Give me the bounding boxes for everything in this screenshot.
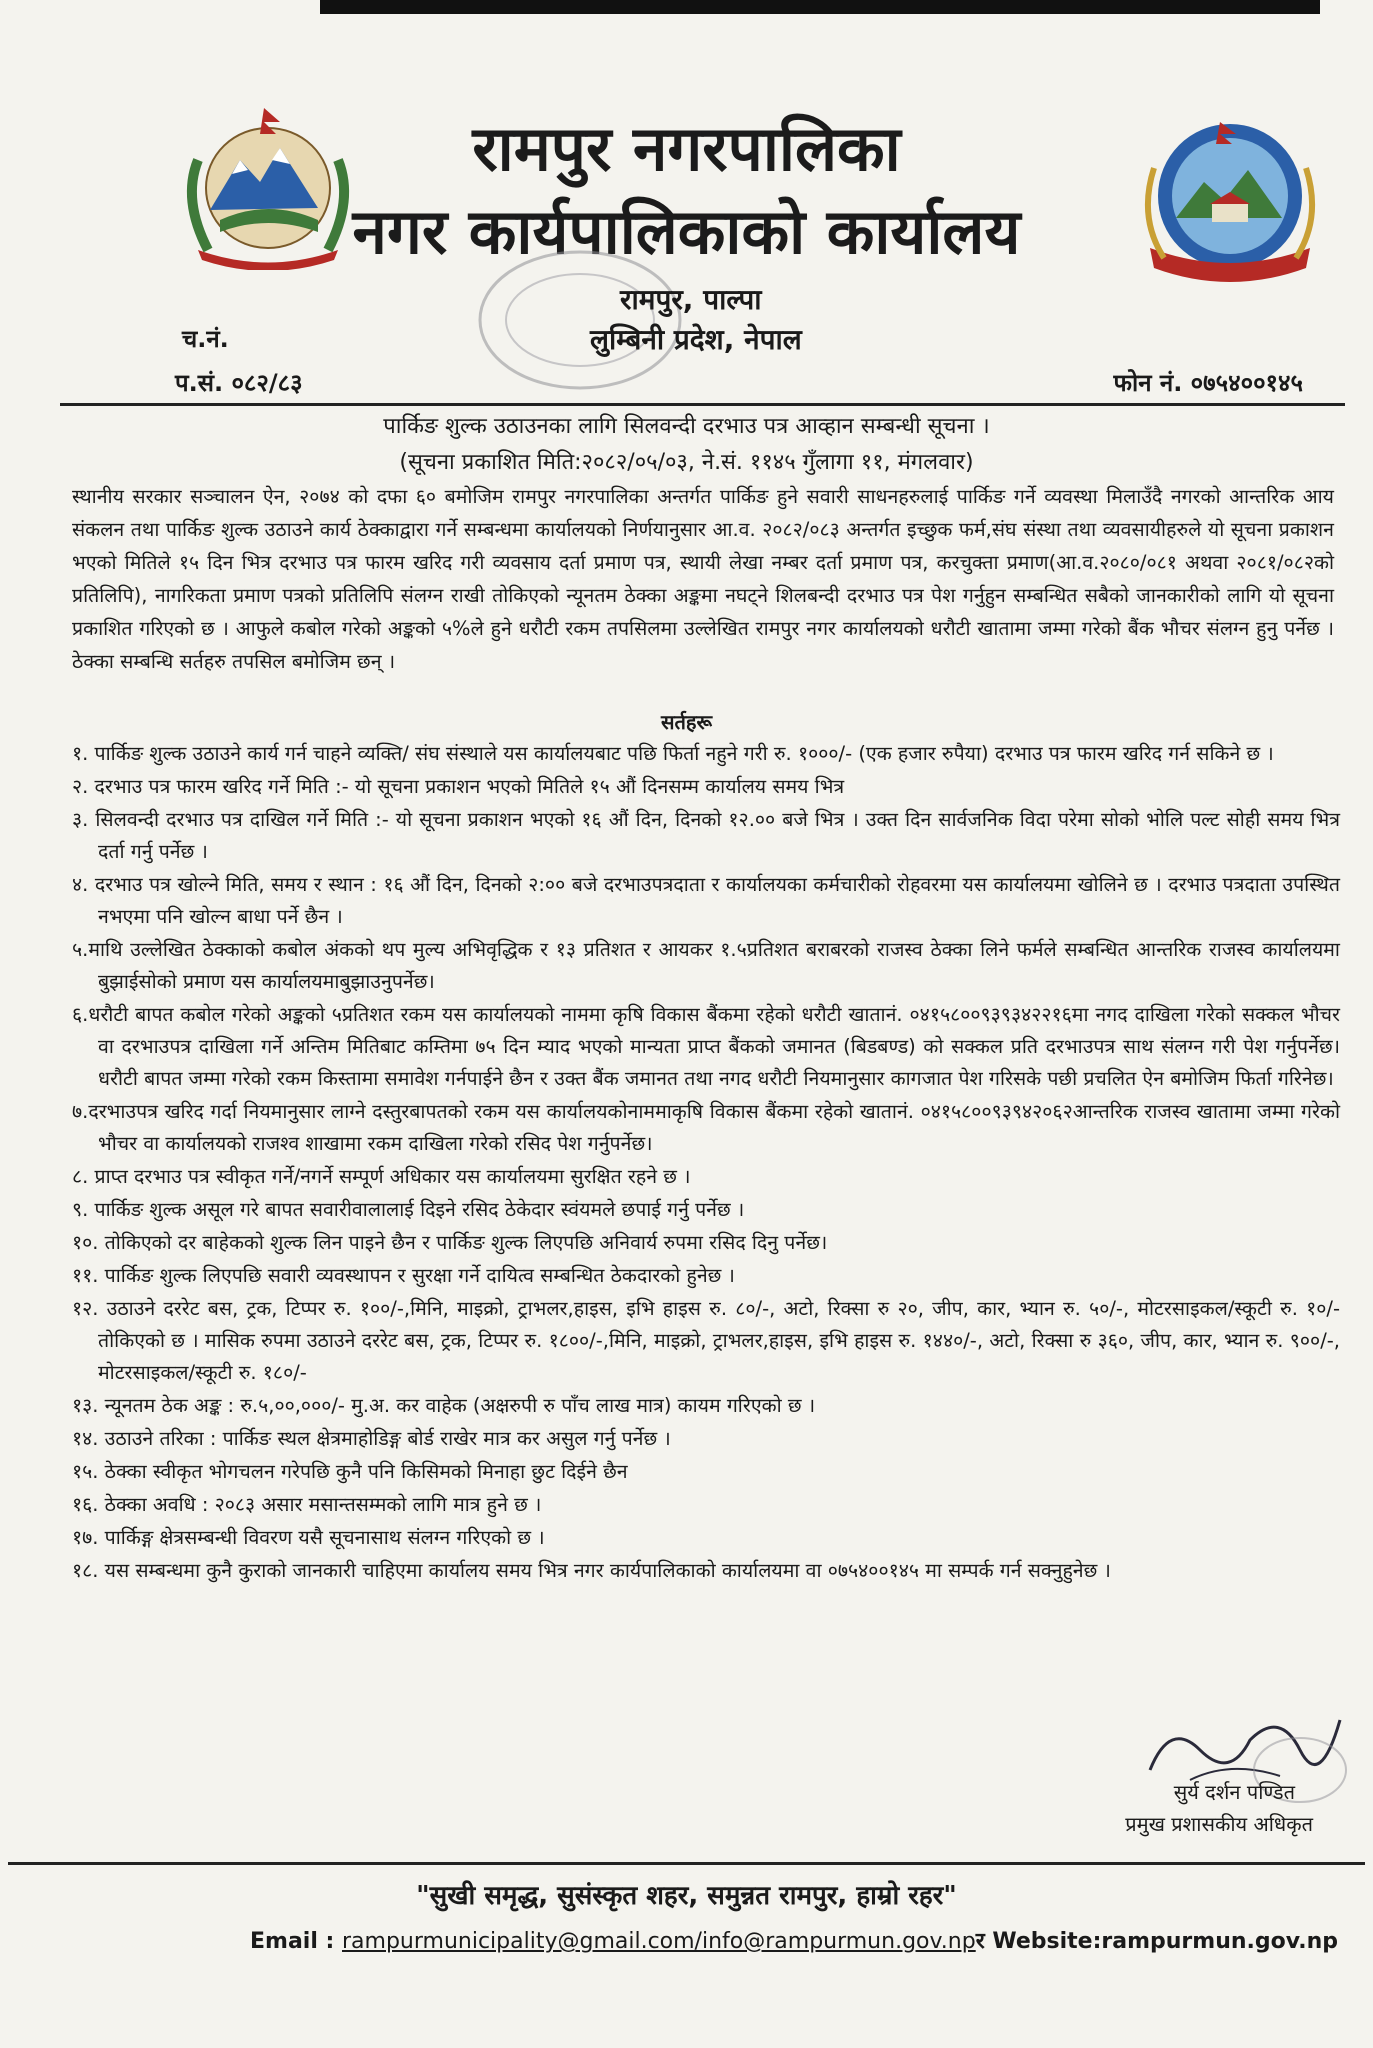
top-edge-bar [320, 0, 1320, 14]
condition-item: ४. दरभाउ पत्र खोल्ने मिति, समय र स्थान : १६ औं दिन, दिनको २:०० बजे दरभाउपत्रदाता र कार्यालयका कर्मचारीको रोहवरमा यस कार्यालयमा खोलिने छ । दरभाउ पत्रदाता उपस्थित नभएमा पनि खोल्न बाधा पर्ने छैन । [72, 873, 1340, 928]
signatory-title: प्रमुख प्रशासकीय अधिकृत [1125, 1812, 1313, 1836]
website-label: र Website: [975, 1929, 1102, 1954]
condition-item: ७.दरभाउपत्र खरिद गर्दा नियमानुसार लाग्ने दस्तुरबापतको रकम यस कार्यालयकोनाममाकृषि विकास बैंकमा रहेको खातानं. ०४१५८००९३९४२०६२आन्तरिक राजस्व खातामा जम्मा गरेको भौचर वा कार्यालयको राजश्व शाखामा रकम दाखिला गरेको रसिद पेश गर्नुपर्नेछ। [72, 1100, 1340, 1155]
condition-item: १०. तोकिएको दर बाहेकको शुल्क लिन पाइने छैन र पार्किङ शुल्क लिएपछि अनिवार्य रुपमा रसिद दिनु पर्नेछ। [72, 1231, 828, 1254]
website-link[interactable]: rampurmun.gov.np [1101, 1929, 1339, 1954]
footer-contact [250, 1925, 1338, 1955]
condition-item: ९. पार्किङ शुल्क असूल गरे बापत सवारीवालालाई दिइने रसिद ठेकेदार स्वंयमले छपाई गर्नु पर्नेछ । [72, 1198, 745, 1221]
conditions-heading: सर्तहरू [660, 710, 713, 734]
condition-item: १७. पार्किङ्ग क्षेत्रसम्बन्धी विवरण यसै सूचनासाथ संलग्न गरिएको छ । [72, 1526, 545, 1549]
condition-item: ५.माथि उल्लेखित ठेक्काको कबोल अंकको थप मुल्य अभिवृद्धिक र १३ प्रतिशत र आयकर १.५प्रतिशत बराबरको राजस्व ठेक्का लिने फर्मले सम्बन्धित आन्तरिक राजस्व कार्यालयमा बुझाईसोको प्रमाण यस कार्यालयमाबुझाउनुपर्नेछ। [72, 938, 1340, 993]
condition-item: ६.धरौटी बापत कबोल गरेको अङ्कको ५प्रतिशत रकम यस कार्यालयको नाममा कृषि विकास बैंकमा रहेको धरौटी खातानं. ०४१५८००९३९३४२२१६मा नगद दाखिला गरेको सक्कल भौचर वा दरभाउपत्र दाखिला गर्ने अन्तिम मितिबाट कम्तिमा ७५ दिन म्याद भएको मान्यता प्राप्त बैंकको जमानत (बिडबण्ड) को सक्कल प्रति दरभाउपत्र साथ संलग्न गरी पेश गर्नुपर्नेछ। धरौटी बापत जम्मा गरेको रकम किस्तामा समावेश गर्नपाईने छैन र उक्त बैंक जमानत तथा नगद धरौटी नियमानुसार कागजात पेश गरिसके पछी प्रचलित ऐन बमोजिम फिर्ता गरिनेछ। [72, 1003, 1340, 1090]
condition-item: १३. न्यूनतम ठेक अङ्क : रु.५,००,०००/- मु.अ. कर वाहेक (अक्षरुपी रु पाँच लाख मात्र) कायम गरिएको छ । [72, 1394, 816, 1417]
condition-item: ११. पार्किङ शुल्क लिएपछि सवारी व्यवस्थापन र सुरक्षा गर्ने दायित्व सम्बन्धित ठेकदारको हुनेछ । [72, 1264, 735, 1287]
email-label: Email : [250, 1929, 342, 1954]
condition-item: १८. यस सम्बन्धमा कुनै कुराको जानकारी चाहिएमा कार्यालय समय भित्र नगर कार्यपालिकाको कार्यालयमा वा ०७५४००१४५ मा सम्पर्क गर्न सक्नुहुनेछ । [72, 1559, 1111, 1582]
header-divider [60, 403, 1345, 406]
phone-number: फोन नं. ०७५४००१४५ [1113, 369, 1303, 397]
address-line-province: लुम्बिनी प्रदेश, नेपाल [590, 323, 802, 356]
condition-item: १५. ठेक्का स्वीकृत भोगचलन गरेपछि कुनै पनि किसिमको मिनाहा छुट दिईने छैन [72, 1460, 628, 1483]
notice-subject: पार्किङ शुल्क उठाउनका लागि सिलवन्दी दरभाउ पत्र आव्हान सम्बन्धी सूचना । [383, 414, 990, 439]
condition-item: ३. सिलवन्दी दरभाउ पत्र दाखिल गर्ने मिति :- यो सूचना प्रकाशन भएको १६ औं दिन, दिनको १२.०० बजे भित्र । उक्त दिन सार्वजनिक विदा परेमा सोको भोलि पल्ट सोही समय भित्र दर्ता गर्नु पर्नेछ । [72, 808, 1340, 863]
conditions-list [72, 738, 1340, 1588]
notice-intro-paragraph: स्थानीय सरकार सञ्चालन ऐन, २०७४ को दफा ६० बमोजिम रामपुर नगरपालिका अन्तर्गत पार्किङ हुने सवारी साधनहरुलाई पार्किङ गर्ने व्यवस्था मिलाउँदै नगरको आन्तरिक आय संकलन तथा पार्किङ शुल्क उठाउने कार्य ठेक्काद्वारा गर्ने सम्बन्धमा कार्यालयको निर्णयानुसार आ.व. २०८२/०८३ अन्तर्गत इच्छुक फर्म,संघ संस्था तथा व्यवसायीहरुले यो सूचना प्रकाशन भएको मितिले १५ दिन भित्र दरभाउ पत्र फारम खरिद गरी व्यवसाय दर्ता प्रमाण पत्र, स्थायी लेखा नम्बर दर्ता प्रमाण पत्र, करचुक्ता प्रमाण(आ.व.२०८०/०८१ अथवा २०८१/०८२को प्रतिलिपि), नागरिकता प्रमाण पत्रको प्रतिलिपि संलग्न राखी तोकिएको न्यूनतम ठेक्का अङ्कमा नघट्ने शिलबन्दी दरभाउ पत्र पेश गर्नुहुन सम्बन्धित सबैको जानकारीको लागि यो सूचना प्रकाशित गरिएको छ । आफुले कबोल गरेको अङ्कको ५%ले हुने धरौटी रकम तपसिलमा उल्लेखित रामपुर नगर कार्यालयको धरौटी खातामा जम्मा गरेको बैंक भौचर संलग्न हुनु पर्नेछ । ठेक्का सम्बन्धि सर्तहरु तपसिल बमोजिम छन् । [72, 485, 1334, 673]
condition-item: २. दरभाउ पत्र फारम खरिद गर्ने मिति :- यो सूचना प्रकाशन भएको मितिले १५ औं दिनसम्म कार्यालय समय भित्र [72, 775, 845, 798]
letter-number: प.सं. ०८२/८३ [175, 369, 303, 397]
office-name: नगर कार्यपालिकाको कार्यालय [352, 195, 1021, 268]
signatory-name: सुर्य दर्शन पण्डित [1173, 1780, 1295, 1804]
email-link[interactable]: rampurmunicipality@gmail.com/info@rampurmun.gov.np [342, 1929, 976, 1954]
condition-item: १४. उठाउने तरिका : पार्किङ स्थल क्षेत्रमाहोडिङ्ग बोर्ड राखेर मात्र कर असुल गर्नु पर्नेछ । [72, 1427, 671, 1450]
condition-item: १. पार्किङ शुल्क उठाउने कार्य गर्न चाहने व्यक्ति/ संघ संस्थाले यस कार्यालयबाट पछि फिर्ता नहुने गरी रु. १०००/- (एक हजार रुपैया) दरभाउ पत्र फारम खरिद गर्न सकिने छ । [72, 742, 1274, 765]
dispatch-number: च.नं. [182, 325, 229, 353]
municipality-name: रामपुर नगरपालिका [472, 112, 901, 185]
condition-item: १६. ठेक्का अवधि : २०८३ असार मसान्तसम्मको लागि मात्र हुने छ । [72, 1493, 542, 1516]
condition-item: १२. उठाउने दररेट बस, ट्रक, टिप्पर रु. १००/-,मिनि, माइक्रो, ट्राभलर,हाइस, इभि हाइस रु. ८०/-, अटो, रिक्सा रु २०, जीप, कार, भ्यान रु. ५०/-, मोटरसाइकल/स्कूटी रु. १०/-तोकिएको छ । मासिक रुपमा उठाउने दररेट बस, ट्रक, टिप्पर रु. १८००/-,मिनि, माइक्रो, ट्राभलर,हाइस, इभि हाइस रु. १४४०/-, अटो, रिक्सा रु ३६०, जीप, कार, भ्यान रु. ९००/-, मोटरसाइकल/स्कूटी रु. १८०/- [72, 1297, 1340, 1384]
condition-item: ८. प्राप्त दरभाउ पत्र स्वीकृत गर्ने/नगर्ने सम्पूर्ण अधिकार यस कार्यालयमा सुरक्षित रहने छ । [72, 1165, 691, 1188]
address-line-city: रामपुर, पाल्पा [620, 283, 762, 316]
municipality-slogan: "सुखी समृद्ध, सुसंस्कृत शहर, समुन्नत रामपुर, हाम्रो रहर" [416, 1881, 957, 1911]
footer-divider [8, 1862, 1365, 1865]
notice-publish-date: (सूचना प्रकाशित मिति:२०८२/०५/०३, ने.सं. ११४५ गुँलागा ११, मंगलवार) [399, 450, 974, 475]
